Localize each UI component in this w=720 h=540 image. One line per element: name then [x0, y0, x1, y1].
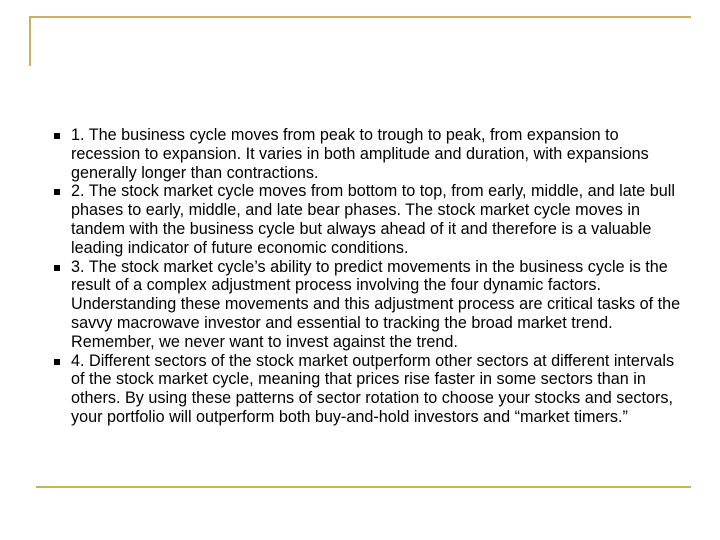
- bullet-text-3: 3. The stock market cycle’s ability to predict movements in the business cycle is the result of a complex adjustment process involving the four dynamic factors. Understanding these movements and this adjustment process are critical tasks of the savvy macrowave investor and essential to tracking the broad market trend. Remember, we never want to invest against the trend.: [71, 257, 681, 351]
- bullet-item-2: [54, 182, 684, 257]
- square-bullet-icon: [54, 265, 60, 271]
- bullet-text-2: 2. The stock market cycle moves from bottom to top, from early, middle, and late bull phases to early, middle, and late bear phases. The stock market cycle moves in tandem with the business cycle but always ahead of it and therefore is a valuable leading indicator of future economic conditions.: [71, 182, 675, 257]
- bullet-text-4: 4. Different sectors of the stock market outperform other sectors at different intervals of the stock market cycle, meaning that prices rise faster in some sectors than in others. By using these patterns of sector rotation to choose your stocks and sectors, your portfolio will outperform both buy-and-hold investors and “market timers.”: [71, 351, 675, 426]
- bullet-text-1: 1. The business cycle moves from peak to trough to peak, from expansion to recession to expansion. It varies in both amplitude and duration, with expansions generally longer than contractions.: [71, 126, 649, 182]
- square-bullet-icon: [54, 359, 60, 365]
- square-bullet-icon: [54, 133, 60, 139]
- bullet-item-4: [54, 352, 684, 427]
- top-border-line: [29, 16, 691, 18]
- bullet-item-1: [54, 126, 684, 182]
- left-corner-line: [29, 16, 31, 66]
- square-bullet-icon: [54, 189, 60, 195]
- bottom-border-line: [36, 486, 691, 488]
- bullet-list: [54, 126, 684, 427]
- bullet-item-3: [54, 258, 684, 352]
